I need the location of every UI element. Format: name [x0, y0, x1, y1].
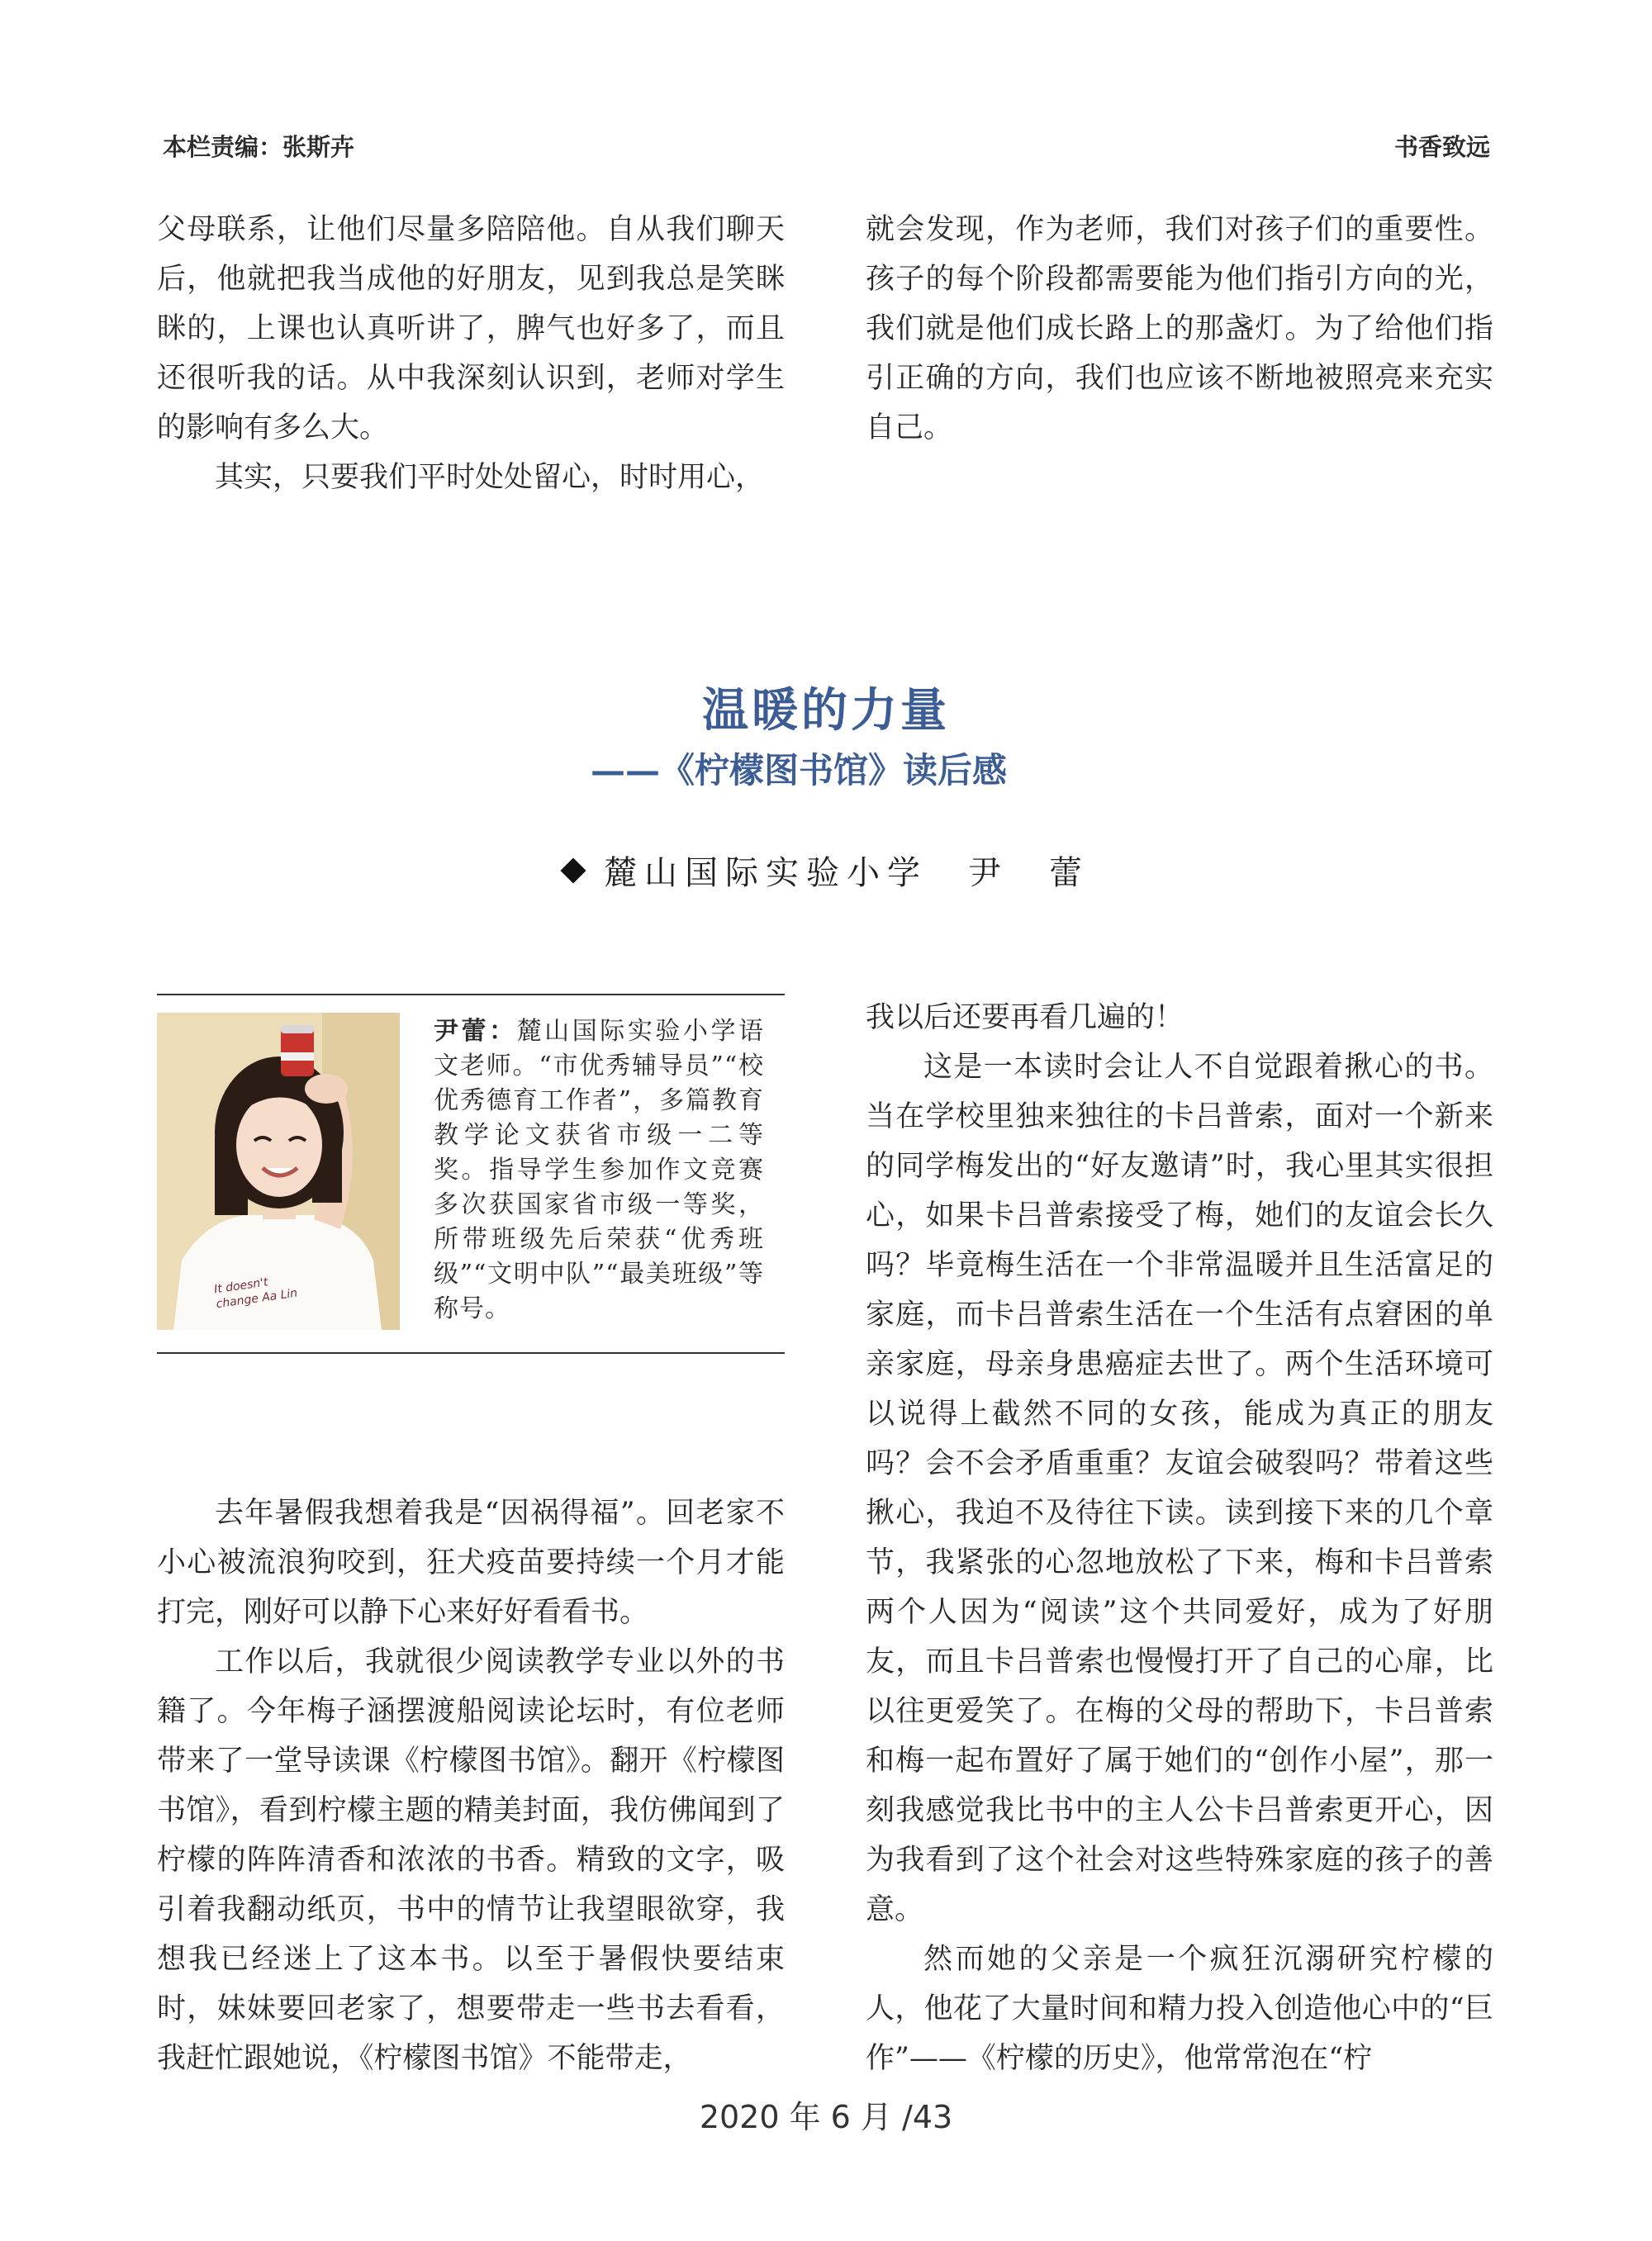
author-photo — [157, 1013, 400, 1330]
bio-text: 麓山国际实验小学语文老师。“市优秀辅导员”“校优秀德育工作者”，多篇教育教学论文获省市级一二等奖。指导学生参加作文竞赛多次获国家省市级一等奖，所带班级先后荣获“优秀班级”“文明中队”“最美班级”等称号。 — [434, 1017, 765, 1323]
page-number: 2020 年 6 月 /43 — [699, 2099, 953, 2135]
body-right-column — [866, 993, 1493, 2083]
paragraph: 就会发现，作为老师，我们对孩子们的重要性。孩子的每个阶段都需要能为他们指引方向的光，我们就是他们成长路上的那盏灯。为了给他们指引正确的方向，我们也应该不断地被照亮来充实自己。 — [866, 213, 1493, 444]
paragraph: 我以后还要再看几遍的！ — [866, 1001, 1184, 1034]
shirt-print: It doesn't change Aa Lin — [213, 1275, 299, 1312]
bio-name: 尹蕾： — [434, 1017, 517, 1046]
bio-bottom-rule — [157, 1352, 785, 1354]
top-left-column — [157, 205, 785, 502]
paragraph: 其实，只要我们平时处处留心，时时用心， — [215, 461, 765, 494]
author-bio — [434, 1014, 764, 1327]
column-name: 书香致远 — [1393, 133, 1490, 161]
paragraph: 父母联系，让他们尽量多陪陪他。自从我们聊天后，他就把我当成他的好朋友，见到我总是笑眯眯的，上课也认真听讲了，脾气也好多了，而且还很听我的话。从中我深刻认识到，老师对学生的影响有多么大。 — [157, 213, 785, 444]
top-right-column — [866, 205, 1493, 453]
paragraph: 工作以后，我就很少阅读教学专业以外的书籍了。今年梅子涵摆渡船阅读论坛时，有位老师带来了一堂导读课《柠檬图书馆》。翻开《柠檬图书馆》，看到柠檬主题的精美封面，我仿佛闻到了柠檬的阵阵清香和浓浓的书香。精致的文字，吸引着我翻动纸页，书中的情节让我望眼欲穿，我想我已经迷上了这本书。以至于暑假快要结束时，妹妹要回老家了，想要带走一些书去看看，我赶忙跟她说，《柠檬图书馆》不能带走， — [157, 1645, 785, 2075]
article-title: 温暖的力量 — [702, 683, 950, 738]
editor-credit: 本栏责编：张斯卉 — [163, 133, 355, 161]
bio-top-rule — [157, 994, 785, 995]
diamond-bullet-icon — [560, 857, 586, 883]
author-text: 麓山国际实验小学 尹 蕾 — [604, 854, 1089, 892]
body-left-column — [157, 1488, 785, 2083]
paragraph: 去年暑假我想着我是“因祸得福”。回老家不小心被流浪狗咬到，狂犬疫苗要持续一个月才能打完，刚好可以静下心来好好看看书。 — [157, 1497, 785, 1629]
article-subtitle: ——《柠檬图书馆》读后感 — [591, 750, 1008, 791]
article-author — [564, 847, 1089, 894]
paragraph: 这是一本读时会让人不自觉跟着揪心的书。当在学校里独来独往的卡吕普索，面对一个新来的同学梅发出的“好友邀请”时，我心里其实很担心，如果卡吕普索接受了梅，她们的友谊会长久吗？毕竟梅生活在一个非常温暖并且生活富足的家庭，而卡吕普索生活在一个生活有点窘困的单亲家庭，母亲身患癌症去世了。两个生活环境可以说得上截然不同的女孩，能成为真正的朋友吗？会不会矛盾重重？友谊会破裂吗？带着这些揪心，我迫不及待往下读。读到接下来的几个章节，我紧张的心忽地放松了下来，梅和卡吕普索两个人因为“阅读”这个共同爱好，成为了好朋友，而且卡吕普索也慢慢打开了自己的心扉，比以往更爱笑了。在梅的父母的帮助下，卡吕普索和梅一起布置好了属于她们的“创作小屋”，那一刻我感觉我比书中的主人公卡吕普索更开心，因为我看到了这个社会对这些特殊家庭的孩子的善意。 — [866, 1051, 1493, 1926]
paragraph: 然而她的父亲是一个疯狂沉溺研究柠檬的人，他花了大量时间和精力投入创造他心中的“巨作”——《柠檬的历史》，他常常泡在“柠 — [866, 1943, 1493, 2075]
